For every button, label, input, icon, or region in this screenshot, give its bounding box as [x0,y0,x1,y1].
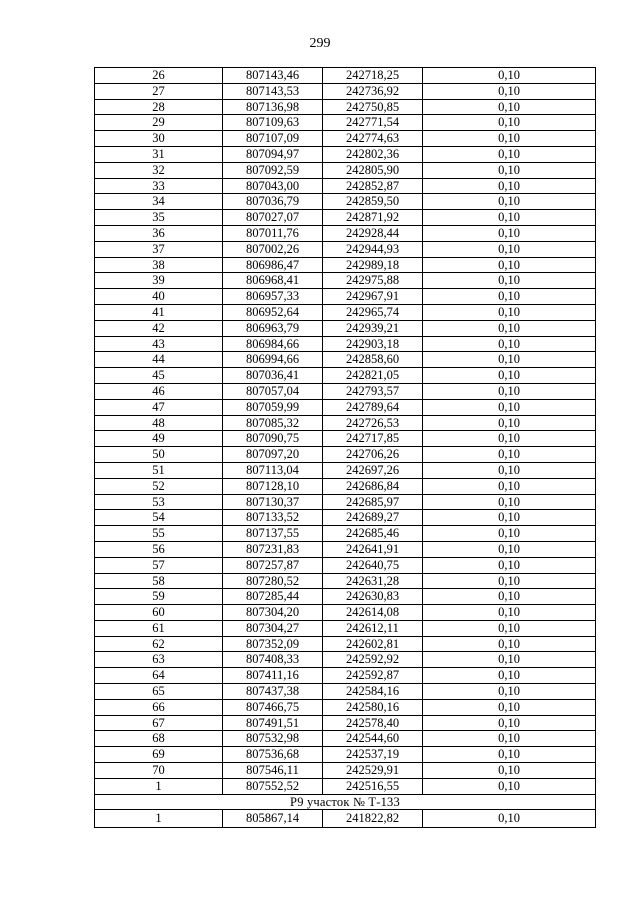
y-coordinate-cell: 242630,83 [323,589,423,605]
table-row [95,146,596,162]
accuracy-cell: 0,10 [423,462,596,478]
table-row [95,763,596,779]
point-number-cell: 51 [95,462,223,478]
y-coordinate-cell: 242965,74 [323,304,423,320]
table-row [95,83,596,99]
accuracy-cell: 0,10 [423,146,596,162]
x-coordinate-cell: 807408,33 [223,652,323,668]
x-coordinate-cell: 807304,20 [223,605,323,621]
x-coordinate-cell: 807090,75 [223,431,323,447]
table-row [95,731,596,747]
accuracy-cell: 0,10 [423,778,596,794]
table-row [95,336,596,352]
table-row [95,557,596,573]
x-coordinate-cell: 807011,76 [223,225,323,241]
point-number-cell: 52 [95,478,223,494]
x-coordinate-cell: 807130,37 [223,494,323,510]
x-coordinate-cell: 806986,47 [223,257,323,273]
point-number-cell: 62 [95,636,223,652]
x-coordinate-cell: 807092,59 [223,162,323,178]
x-coordinate-cell: 807280,52 [223,573,323,589]
x-coordinate-cell: 807036,79 [223,194,323,210]
accuracy-cell: 0,10 [423,320,596,336]
point-number-cell: 27 [95,83,223,99]
table-row [95,383,596,399]
table-row [95,399,596,415]
accuracy-cell: 0,10 [423,210,596,226]
table-row [95,715,596,731]
table-row [95,115,596,131]
point-number-cell: 38 [95,257,223,273]
accuracy-cell: 0,10 [423,399,596,415]
point-number-cell: 28 [95,99,223,115]
table-row [95,620,596,636]
y-coordinate-cell: 242771,54 [323,115,423,131]
accuracy-cell: 0,10 [423,115,596,131]
x-coordinate-cell: 807285,44 [223,589,323,605]
point-number-cell: 1 [95,810,223,828]
point-number-cell: 58 [95,573,223,589]
y-coordinate-cell: 242726,53 [323,415,423,431]
y-coordinate-cell: 242689,27 [323,510,423,526]
accuracy-cell: 0,10 [423,289,596,305]
y-coordinate-cell: 242939,21 [323,320,423,336]
accuracy-cell: 0,10 [423,526,596,542]
table-row [95,289,596,305]
accuracy-cell: 0,10 [423,178,596,194]
accuracy-cell: 0,10 [423,83,596,99]
point-number-cell: 36 [95,225,223,241]
table-row [95,636,596,652]
x-coordinate-cell: 807304,27 [223,620,323,636]
accuracy-cell: 0,10 [423,715,596,731]
y-coordinate-cell: 242717,85 [323,431,423,447]
accuracy-cell: 0,10 [423,747,596,763]
x-coordinate-cell: 806952,64 [223,304,323,320]
table-row [95,162,596,178]
table-row [95,699,596,715]
y-coordinate-cell: 242706,26 [323,447,423,463]
accuracy-cell: 0,10 [423,668,596,684]
table-row [95,668,596,684]
x-coordinate-cell: 807546,11 [223,763,323,779]
x-coordinate-cell: 807552,52 [223,778,323,794]
x-coordinate-cell: 807059,99 [223,399,323,415]
y-coordinate-cell: 241822,82 [323,810,423,828]
x-coordinate-cell: 807352,09 [223,636,323,652]
point-number-cell: 43 [95,336,223,352]
x-coordinate-cell: 807002,26 [223,241,323,257]
point-number-cell: 67 [95,715,223,731]
x-coordinate-cell: 807411,16 [223,668,323,684]
accuracy-cell: 0,10 [423,68,596,84]
point-number-cell: 56 [95,541,223,557]
point-number-cell: 57 [95,557,223,573]
accuracy-cell: 0,10 [423,415,596,431]
accuracy-cell: 0,10 [423,589,596,605]
point-number-cell: 60 [95,605,223,621]
y-coordinate-cell: 242967,91 [323,289,423,305]
table-row [95,304,596,320]
table-row [95,605,596,621]
x-coordinate-cell: 807136,98 [223,99,323,115]
x-coordinate-cell: 806957,33 [223,289,323,305]
point-number-cell: 65 [95,684,223,700]
accuracy-cell: 0,10 [423,383,596,399]
x-coordinate-cell: 806968,41 [223,273,323,289]
table-row [95,462,596,478]
y-coordinate-cell: 242614,08 [323,605,423,621]
y-coordinate-cell: 242774,63 [323,131,423,147]
x-coordinate-cell: 807133,52 [223,510,323,526]
point-number-cell: 48 [95,415,223,431]
y-coordinate-cell: 242718,25 [323,68,423,84]
x-coordinate-cell: 807536,68 [223,747,323,763]
table-row [95,526,596,542]
table-row [95,194,596,210]
table-row [95,747,596,763]
y-coordinate-cell: 242602,81 [323,636,423,652]
accuracy-cell: 0,10 [423,494,596,510]
x-coordinate-cell: 807097,20 [223,447,323,463]
accuracy-cell: 0,10 [423,336,596,352]
point-number-cell: 29 [95,115,223,131]
point-number-cell: 34 [95,194,223,210]
point-number-cell: 46 [95,383,223,399]
point-number-cell: 33 [95,178,223,194]
section-row [95,794,596,810]
point-number-cell: 40 [95,289,223,305]
table-row [95,273,596,289]
point-number-cell: 1 [95,778,223,794]
table-row [95,68,596,84]
accuracy-cell: 0,10 [423,763,596,779]
y-coordinate-cell: 242859,50 [323,194,423,210]
x-coordinate-cell: 807036,41 [223,368,323,384]
y-coordinate-cell: 242903,18 [323,336,423,352]
section-header [95,794,596,810]
table-row [95,478,596,494]
table-row [95,541,596,557]
y-coordinate-cell: 242529,91 [323,763,423,779]
y-coordinate-cell: 242793,57 [323,383,423,399]
table-row [95,352,596,368]
table-row [95,257,596,273]
table-row [95,494,596,510]
point-number-cell: 55 [95,526,223,542]
table-row [95,431,596,447]
table-row [95,320,596,336]
y-coordinate-cell: 242871,92 [323,210,423,226]
section-title: Р9 участок № Т-133 [95,794,596,810]
x-coordinate-cell: 807257,87 [223,557,323,573]
point-number-cell: 47 [95,399,223,415]
x-coordinate-cell: 807532,98 [223,731,323,747]
accuracy-cell: 0,10 [423,699,596,715]
y-coordinate-cell: 242821,05 [323,368,423,384]
y-coordinate-cell: 242516,55 [323,778,423,794]
table-row [95,510,596,526]
y-coordinate-cell: 242975,88 [323,273,423,289]
point-number-cell: 54 [95,510,223,526]
coordinates-table-body [95,68,596,795]
x-coordinate-cell: 806963,79 [223,320,323,336]
table-row [95,210,596,226]
section-table-body [95,810,596,828]
y-coordinate-cell: 242697,26 [323,462,423,478]
point-number-cell: 26 [95,68,223,84]
x-coordinate-cell: 807043,00 [223,178,323,194]
point-number-cell: 39 [95,273,223,289]
accuracy-cell: 0,10 [423,605,596,621]
accuracy-cell: 0,10 [423,273,596,289]
table-row [95,99,596,115]
point-number-cell: 68 [95,731,223,747]
x-coordinate-cell: 807466,75 [223,699,323,715]
y-coordinate-cell: 242686,84 [323,478,423,494]
page-number: 299 [309,36,331,51]
accuracy-cell: 0,10 [423,557,596,573]
point-number-cell: 53 [95,494,223,510]
point-number-cell: 66 [95,699,223,715]
accuracy-cell: 0,10 [423,684,596,700]
table-row [95,368,596,384]
point-number-cell: 42 [95,320,223,336]
y-coordinate-cell: 242852,87 [323,178,423,194]
x-coordinate-cell: 807113,04 [223,462,323,478]
y-coordinate-cell: 242641,91 [323,541,423,557]
table-row [95,589,596,605]
accuracy-cell: 0,10 [423,162,596,178]
point-number-cell: 70 [95,763,223,779]
x-coordinate-cell: 807143,46 [223,68,323,84]
table-row [95,652,596,668]
table-row [95,573,596,589]
accuracy-cell: 0,10 [423,431,596,447]
point-number-cell: 50 [95,447,223,463]
point-number-cell: 69 [95,747,223,763]
accuracy-cell: 0,10 [423,194,596,210]
x-coordinate-cell: 807231,83 [223,541,323,557]
accuracy-cell: 0,10 [423,257,596,273]
accuracy-cell: 0,10 [423,478,596,494]
accuracy-cell: 0,10 [423,368,596,384]
y-coordinate-cell: 242580,16 [323,699,423,715]
point-number-cell: 31 [95,146,223,162]
point-number-cell: 45 [95,368,223,384]
x-coordinate-cell: 807094,97 [223,146,323,162]
x-coordinate-cell: 807027,07 [223,210,323,226]
point-number-cell: 37 [95,241,223,257]
accuracy-cell: 0,10 [423,510,596,526]
x-coordinate-cell: 807057,04 [223,383,323,399]
accuracy-cell: 0,10 [423,304,596,320]
y-coordinate-cell: 242612,11 [323,620,423,636]
accuracy-cell: 0,10 [423,447,596,463]
x-coordinate-cell: 807085,32 [223,415,323,431]
x-coordinate-cell: 807137,55 [223,526,323,542]
point-number-cell: 32 [95,162,223,178]
x-coordinate-cell: 807437,38 [223,684,323,700]
x-coordinate-cell: 807128,10 [223,478,323,494]
table-row [95,225,596,241]
accuracy-cell: 0,10 [423,541,596,557]
x-coordinate-cell: 806984,66 [223,336,323,352]
y-coordinate-cell: 242928,44 [323,225,423,241]
y-coordinate-cell: 242789,64 [323,399,423,415]
accuracy-cell: 0,10 [423,352,596,368]
y-coordinate-cell: 242685,46 [323,526,423,542]
accuracy-cell: 0,10 [423,241,596,257]
accuracy-cell: 0,10 [423,810,596,828]
accuracy-cell: 0,10 [423,99,596,115]
point-number-cell: 44 [95,352,223,368]
y-coordinate-cell: 242631,28 [323,573,423,589]
x-coordinate-cell: 805867,14 [223,810,323,828]
point-number-cell: 41 [95,304,223,320]
point-number-cell: 30 [95,131,223,147]
x-coordinate-cell: 807109,63 [223,115,323,131]
y-coordinate-cell: 242858,60 [323,352,423,368]
point-number-cell: 64 [95,668,223,684]
accuracy-cell: 0,10 [423,636,596,652]
table-row [95,178,596,194]
table-row [95,131,596,147]
point-number-cell: 61 [95,620,223,636]
y-coordinate-cell: 242802,36 [323,146,423,162]
y-coordinate-cell: 242685,97 [323,494,423,510]
x-coordinate-cell: 807107,09 [223,131,323,147]
accuracy-cell: 0,10 [423,731,596,747]
accuracy-cell: 0,10 [423,573,596,589]
y-coordinate-cell: 242805,90 [323,162,423,178]
x-coordinate-cell: 807491,51 [223,715,323,731]
y-coordinate-cell: 242944,93 [323,241,423,257]
y-coordinate-cell: 242592,92 [323,652,423,668]
accuracy-cell: 0,10 [423,652,596,668]
y-coordinate-cell: 242640,75 [323,557,423,573]
y-coordinate-cell: 242544,60 [323,731,423,747]
table-row [95,415,596,431]
y-coordinate-cell: 242592,87 [323,668,423,684]
y-coordinate-cell: 242537,19 [323,747,423,763]
point-number-cell: 63 [95,652,223,668]
table-row [95,447,596,463]
accuracy-cell: 0,10 [423,620,596,636]
table-row [95,778,596,794]
y-coordinate-cell: 242584,16 [323,684,423,700]
accuracy-cell: 0,10 [423,225,596,241]
y-coordinate-cell: 242578,40 [323,715,423,731]
table-row [95,241,596,257]
table-row [95,684,596,700]
table-row [95,810,596,828]
x-coordinate-cell: 807143,53 [223,83,323,99]
accuracy-cell: 0,10 [423,131,596,147]
point-number-cell: 49 [95,431,223,447]
y-coordinate-cell: 242750,85 [323,99,423,115]
point-number-cell: 59 [95,589,223,605]
coordinates-table [94,67,596,828]
point-number-cell: 35 [95,210,223,226]
x-coordinate-cell: 806994,66 [223,352,323,368]
y-coordinate-cell: 242736,92 [323,83,423,99]
y-coordinate-cell: 242989,18 [323,257,423,273]
